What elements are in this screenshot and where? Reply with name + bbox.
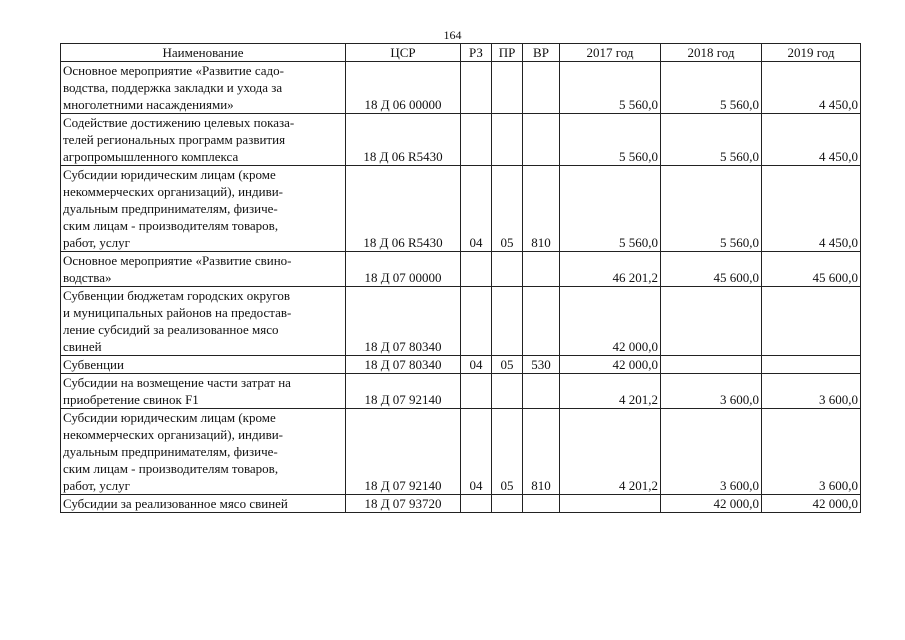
column-header-2018: 2018 год — [661, 44, 762, 62]
row-2019-cell — [762, 287, 861, 356]
row-2017-cell: 5 560,0 — [560, 114, 661, 166]
row-name-line: свиней — [63, 339, 102, 354]
row-name-line: работ, услуг — [63, 235, 131, 250]
row-name-line: некоммерческих организаций), индиви- — [63, 427, 283, 442]
table-row — [61, 356, 861, 374]
column-header-2017: 2017 год — [560, 44, 661, 62]
row-vr-cell — [523, 495, 560, 513]
column-header-rz: РЗ — [461, 44, 492, 62]
row-name-cell — [61, 287, 346, 356]
row-name-line: водства» — [63, 270, 112, 285]
row-pr-cell — [492, 114, 523, 166]
row-2017-cell: 46 201,2 — [560, 252, 661, 287]
column-header-csr: ЦСР — [346, 44, 461, 62]
row-name-line: ским лицам - производителям товаров, — [63, 218, 279, 233]
row-csr-cell: 18 Д 07 80340 — [346, 287, 461, 356]
row-2017-cell: 4 201,2 — [560, 374, 661, 409]
table-row — [61, 409, 861, 495]
row-rz-cell: 04 — [461, 409, 492, 495]
row-rz-cell — [461, 62, 492, 114]
table-row — [61, 62, 861, 114]
row-name-line: Содействие достижению целевых показа- — [63, 115, 295, 130]
row-vr-cell: 810 — [523, 409, 560, 495]
row-2017-cell: 42 000,0 — [560, 287, 661, 356]
row-rz-cell — [461, 287, 492, 356]
column-header-name: Наименование — [61, 44, 346, 62]
row-name-line: многолетними насаждениями» — [63, 97, 234, 112]
row-csr-cell: 18 Д 06 R5430 — [346, 166, 461, 252]
table-row — [61, 287, 861, 356]
row-2018-cell — [661, 356, 762, 374]
row-2017-cell: 4 201,2 — [560, 409, 661, 495]
row-2019-cell: 4 450,0 — [762, 114, 861, 166]
row-rz-cell — [461, 252, 492, 287]
row-pr-cell — [492, 374, 523, 409]
row-vr-cell: 530 — [523, 356, 560, 374]
row-2017-cell: 5 560,0 — [560, 62, 661, 114]
row-2018-cell: 45 600,0 — [661, 252, 762, 287]
row-name-line: Субвенции бюджетам городских округов — [63, 288, 290, 303]
row-name-line: телей региональных программ развития — [63, 132, 286, 147]
row-name-line: Основное мероприятие «Развитие свино- — [63, 253, 292, 268]
row-2017-cell — [560, 495, 661, 513]
row-name-line: Основное мероприятие «Развитие садо- — [63, 63, 284, 78]
row-rz-cell: 04 — [461, 166, 492, 252]
row-2019-cell: 4 450,0 — [762, 62, 861, 114]
row-2019-cell: 3 600,0 — [762, 374, 861, 409]
column-header-2019: 2019 год — [762, 44, 861, 62]
row-name-line: ление субсидий за реализованное мясо — [63, 322, 279, 337]
row-name-line: ским лицам - производителям товаров, — [63, 461, 279, 476]
row-name-line: водства, поддержка закладки и ухода за — [63, 80, 283, 95]
row-name-line: дуальным предпринимателям, физиче- — [63, 201, 278, 216]
table-row — [61, 374, 861, 409]
row-csr-cell: 18 Д 07 92140 — [346, 409, 461, 495]
row-name-line: дуальным предпринимателям, физиче- — [63, 444, 278, 459]
row-pr-cell: 05 — [492, 356, 523, 374]
row-vr-cell — [523, 114, 560, 166]
row-name-line: Субсидии на возмещение части затрат на — [63, 375, 291, 390]
row-name-cell — [61, 356, 346, 374]
row-csr-cell: 18 Д 07 92140 — [346, 374, 461, 409]
row-name-line: приобретение свинок F1 — [63, 392, 199, 407]
table-body — [61, 62, 861, 513]
row-name-line: Субсидии за реализованное мясо свиней — [63, 496, 288, 511]
row-2019-cell: 3 600,0 — [762, 409, 861, 495]
row-2018-cell: 3 600,0 — [661, 374, 762, 409]
row-vr-cell: 810 — [523, 166, 560, 252]
row-name-line: Субвенции — [63, 357, 124, 372]
row-vr-cell — [523, 374, 560, 409]
table-row — [61, 495, 861, 513]
row-pr-cell — [492, 252, 523, 287]
row-2018-cell: 42 000,0 — [661, 495, 762, 513]
column-header-pr: ПР — [492, 44, 523, 62]
row-csr-cell: 18 Д 07 80340 — [346, 356, 461, 374]
row-rz-cell — [461, 495, 492, 513]
row-vr-cell — [523, 252, 560, 287]
row-name-cell — [61, 495, 346, 513]
row-csr-cell: 18 Д 07 93720 — [346, 495, 461, 513]
row-pr-cell: 05 — [492, 166, 523, 252]
row-name-line: и муниципальных районов на предостав- — [63, 305, 292, 320]
table-row — [61, 166, 861, 252]
row-2018-cell: 5 560,0 — [661, 62, 762, 114]
row-name-cell — [61, 252, 346, 287]
row-vr-cell — [523, 62, 560, 114]
row-rz-cell — [461, 114, 492, 166]
row-vr-cell — [523, 287, 560, 356]
page-number: 164 — [443, 28, 462, 42]
table-row — [61, 114, 861, 166]
table-header-row — [61, 44, 861, 62]
row-2018-cell: 5 560,0 — [661, 166, 762, 252]
row-rz-cell: 04 — [461, 356, 492, 374]
row-2017-cell: 5 560,0 — [560, 166, 661, 252]
row-2019-cell: 4 450,0 — [762, 166, 861, 252]
row-name-line: Субсидии юридическим лицам (кроме — [63, 167, 276, 182]
row-pr-cell — [492, 62, 523, 114]
row-name-cell — [61, 62, 346, 114]
row-csr-cell: 18 Д 06 00000 — [346, 62, 461, 114]
table-row — [61, 252, 861, 287]
row-csr-cell: 18 Д 07 00000 — [346, 252, 461, 287]
row-2018-cell: 5 560,0 — [661, 114, 762, 166]
row-2018-cell: 3 600,0 — [661, 409, 762, 495]
row-name-cell — [61, 114, 346, 166]
row-pr-cell: 05 — [492, 409, 523, 495]
row-name-cell — [61, 409, 346, 495]
row-name-cell — [61, 166, 346, 252]
column-header-vr: ВР — [523, 44, 560, 62]
row-pr-cell — [492, 287, 523, 356]
budget-table — [60, 43, 861, 513]
row-name-line: работ, услуг — [63, 478, 131, 493]
row-csr-cell: 18 Д 06 R5430 — [346, 114, 461, 166]
row-2017-cell: 42 000,0 — [560, 356, 661, 374]
row-name-line: агропромышленного комплекса — [63, 149, 239, 164]
row-2019-cell: 42 000,0 — [762, 495, 861, 513]
row-name-line: некоммерческих организаций), индиви- — [63, 184, 283, 199]
row-2018-cell — [661, 287, 762, 356]
row-2019-cell — [762, 356, 861, 374]
row-name-line: Субсидии юридическим лицам (кроме — [63, 410, 276, 425]
row-pr-cell — [492, 495, 523, 513]
row-rz-cell — [461, 374, 492, 409]
row-2019-cell: 45 600,0 — [762, 252, 861, 287]
row-name-cell — [61, 374, 346, 409]
